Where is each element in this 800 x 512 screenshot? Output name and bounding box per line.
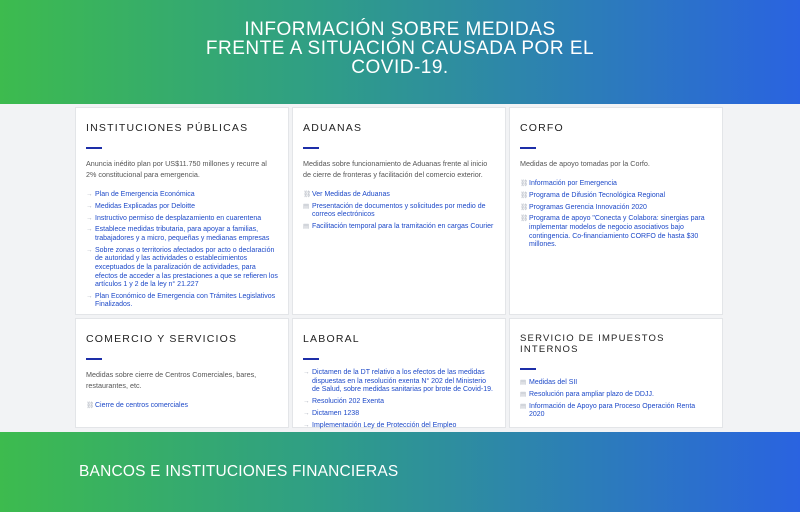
card-title: COMERCIO Y SERVICIOS (86, 333, 238, 345)
link-item[interactable] (86, 203, 278, 212)
card-servicio-impuestos-internos (509, 318, 723, 428)
card-description: Anuncia inédito plan por US$11.750 millones y recurre al 2% constitucional para emergencia. (86, 159, 267, 179)
page-title-line2: FRENTE A SITUACIÓN CAUSADA POR EL (205, 38, 595, 59)
link-item[interactable] (520, 403, 712, 420)
link-list (86, 402, 278, 411)
arrow-icon: → (86, 191, 93, 198)
link-item[interactable] (520, 215, 712, 249)
document-icon: ▤ (520, 390, 527, 398)
link-label[interactable]: Facilitación temporal para la tramitación en cargas Courier (312, 223, 494, 231)
arrow-icon: → (86, 226, 93, 234)
link-label[interactable]: Cierre de centros comerciales (95, 402, 188, 409)
arrow-icon: → (86, 202, 93, 210)
link-label[interactable]: Programa de Difusión Tecnológica Regional (529, 191, 666, 199)
document-icon: ▤ (520, 379, 527, 386)
link-icon: ⛓ (520, 191, 529, 199)
title-underline (303, 358, 319, 360)
link-item[interactable] (86, 402, 278, 411)
arrow-icon: → (303, 421, 310, 429)
link-label[interactable]: Información de Apoyo para Proceso Operación Renta 2020 (529, 402, 696, 419)
link-item[interactable] (303, 203, 495, 220)
page-title-line1: INFORMACIÓN SOBRE MEDIDAS (244, 19, 556, 40)
link-label[interactable]: Plan Económico de Emergencia con Trámites Legislativos Finalizados. (95, 292, 276, 309)
page-title (0, 0, 800, 77)
link-item[interactable] (86, 247, 278, 290)
link-item[interactable] (86, 226, 278, 243)
link-list (520, 180, 712, 250)
card-description: Medidas sobre funcionamiento de Aduanas frente al inicio de cierre de fronteras y facilitación del comercio exterior. (303, 159, 488, 179)
link-list (520, 379, 712, 420)
link-icon: ⛓ (303, 191, 312, 198)
card-description: Medidas sobre cierre de Centros Comerciales, bares, restaurantes, etc. (86, 370, 257, 390)
link-item[interactable] (520, 180, 712, 189)
link-label[interactable]: Implementación Ley de Protección del Empleo (312, 421, 457, 429)
card-corfo (509, 107, 723, 315)
document-icon: ▤ (303, 202, 310, 210)
link-label[interactable]: Resolución para ampliar plazo de DDJJ. (529, 390, 654, 398)
link-item[interactable] (303, 191, 495, 200)
title-underline (520, 368, 536, 370)
link-label[interactable]: Resolución 202 Exenta (312, 397, 384, 405)
link-icon: ⛓ (520, 215, 529, 223)
hero-banner (0, 0, 800, 104)
card-laboral (292, 318, 506, 428)
link-label[interactable]: Programas Gerencia Innovación 2020 (529, 203, 647, 211)
card-title: LABORAL (303, 333, 360, 345)
card-title: ADUANAS (303, 122, 363, 134)
section-title: BANCOS E INSTITUCIONES FINANCIERAS (79, 463, 399, 480)
link-label[interactable]: Plan de Emergencia Económica (95, 191, 195, 198)
card-title: CORFO (520, 122, 564, 134)
link-list (303, 369, 495, 430)
link-item[interactable] (303, 398, 495, 407)
card-description: Medidas de apoyo tomadas por la Corfo. (520, 159, 650, 168)
link-item[interactable] (303, 410, 495, 419)
link-label[interactable]: Medidas del SII (529, 379, 578, 386)
card-instituciones-publicas (75, 107, 289, 315)
title-underline (520, 147, 536, 149)
link-item[interactable] (520, 379, 712, 388)
title-underline (303, 147, 319, 149)
link-list (303, 191, 495, 232)
link-item[interactable] (303, 223, 495, 232)
link-label[interactable]: Sobre zonas o territorios afectados por acto o declaración de autoridad y las actividades o establecimientos exceptuados de la paralización de actividades, para efectos de acceder a las prestaciones a que se refieren los artículos 1 y 2 de la ley n° 21.227 (95, 246, 278, 289)
arrow-icon: → (303, 397, 310, 405)
link-label[interactable]: Dictamen de la DT relativo a los efectos de las medidas dispuestas en la resolución exenta N° 202 del Ministerio de Salud, sobre medidas sanitarias por brote de Covid-19. (312, 369, 493, 394)
card-aduanas (292, 107, 506, 315)
link-item[interactable] (520, 204, 712, 213)
link-item[interactable] (303, 422, 495, 431)
document-icon: ▤ (520, 402, 527, 410)
link-label[interactable]: Programa de apoyo "Conecta y Colabora: sinergias para implementar modelos de negocio asociativos bajo contingencia. Co-financiamiento CORFO de hasta $30 millones. (529, 215, 705, 249)
arrow-icon: → (303, 369, 310, 376)
link-list (86, 191, 278, 310)
link-icon: ⛓ (520, 180, 529, 187)
link-label[interactable]: Ver Medidas de Aduanas (312, 191, 390, 198)
cards-grid (0, 104, 800, 432)
link-icon: ⛓ (86, 402, 95, 409)
card-title: SERVICIO DE IMPUESTOS INTERNOS (520, 333, 665, 355)
arrow-icon: → (86, 214, 93, 222)
link-label[interactable]: Dictamen 1238 (312, 409, 360, 417)
section-banner (0, 432, 800, 512)
link-label[interactable]: Establece medidas tributaria, para apoyar a familias, trabajadores y a micro, pequeñas y medianas empresas (95, 226, 270, 242)
arrow-icon: → (86, 292, 93, 300)
arrow-icon: → (86, 246, 93, 254)
link-item[interactable] (520, 391, 712, 400)
arrow-icon: → (303, 409, 310, 417)
link-item[interactable] (303, 369, 495, 395)
title-underline (86, 147, 102, 149)
link-icon: ⛓ (520, 203, 529, 211)
link-label[interactable]: Instructivo permiso de desplazamiento en cuarentena (95, 214, 262, 222)
link-item[interactable] (86, 293, 278, 310)
link-item[interactable] (520, 192, 712, 201)
link-label[interactable]: Presentación de documentos y solicitudes por medio de correos electrónicos (312, 202, 486, 219)
document-icon: ▤ (303, 223, 310, 231)
link-item[interactable] (86, 191, 278, 200)
link-item[interactable] (86, 215, 278, 224)
card-title: INSTITUCIONES PÚBLICAS (86, 122, 249, 134)
card-comercio-servicios (75, 318, 289, 428)
link-label[interactable]: Información por Emergencia (529, 180, 617, 187)
link-label[interactable]: Medidas Explicadas por Deloitte (95, 202, 195, 210)
title-underline (86, 358, 102, 360)
page-title-line3: COVID-19. (351, 57, 449, 78)
